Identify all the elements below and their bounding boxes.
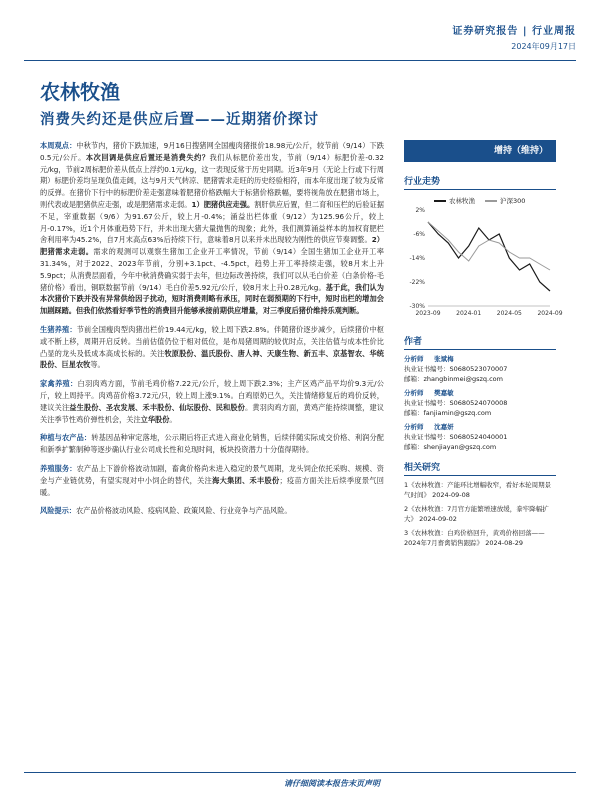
- series-line-1: [428, 222, 550, 291]
- paragraph-hog-farming: [40, 324, 384, 371]
- report-title: 消费失约还是供应后置——近期猪价探讨: [40, 111, 319, 128]
- paragraph-weekly-view: [40, 140, 384, 317]
- paragraph-lead: 养殖服务：: [40, 463, 77, 473]
- related-title[interactable]: 3《农林牧渔：白鸡价格回升，黄鸡价格回落——2024年7月畜禽销售跟踪》: [404, 529, 545, 547]
- report-header: [452, 22, 576, 52]
- related-heading: 相关研究: [404, 460, 556, 476]
- related-date: 2024-08-29: [485, 539, 524, 547]
- y-tick-label: -14%: [409, 255, 425, 262]
- author-name: 沈嘉妍: [434, 423, 454, 431]
- rating-badge: 增持（维持）: [404, 140, 556, 162]
- footer-divider: [24, 772, 576, 773]
- paragraph-text: ；疫苗方面关注后续季度景气回暖。: [40, 475, 384, 497]
- author-role: 分析师: [404, 423, 424, 431]
- legend-item-series-1: [434, 196, 475, 205]
- paragraph-text: 需求的观测可以观察生猪加工企业开工率情况，节前（9/14）全国生猪加工企业开工率31.34%，对于2022、2023年节前，分别+3.1pct、-4.5pct，趋势上开工率持续走强，较8月末上升5.9pct；从消费层面看，今年中秋消费确实弱于去年，但边际改善持续，我们可以从毛白价差（白条价格-毛猪价格）看出，铜联数据节前（9/14）毛白价差5.92元/公斤，较8月末上升0.28元/kg。: [40, 247, 384, 292]
- x-tick-label: 2024-01: [456, 310, 482, 317]
- legend-label: 农林牧渔: [449, 197, 475, 205]
- header-divider: [24, 60, 576, 61]
- related-title[interactable]: 1《农林牧渔：产能环比增幅收窄，看好本轮周期景气时间》: [404, 481, 552, 499]
- legend-item-series-2: [485, 196, 525, 205]
- chart-legend: [434, 196, 525, 205]
- legend-label: 沪深300: [500, 197, 526, 205]
- paragraph-lead: 生猪养殖：: [40, 324, 77, 334]
- paragraph-lead: 本周观点：: [40, 141, 77, 150]
- author-role: 分析师: [404, 389, 424, 397]
- paragraph-risk: [40, 505, 384, 517]
- paragraph-text: 农产品价格波动风险、疫病风险、政策风险、行业竞争与产品风险。: [75, 506, 292, 516]
- paragraph-lead: 家禽养殖：: [40, 379, 78, 389]
- y-tick-label: -6%: [413, 231, 425, 238]
- author-entry: [404, 388, 556, 418]
- author-email[interactable]: 邮箱：fanjiamin@gszq.com: [404, 409, 492, 417]
- author-cert: 执业证书编号：S0680524070008: [404, 399, 508, 407]
- footer-disclaimer: 请仔细阅读本报告末页声明: [284, 779, 380, 788]
- paragraph-emphasis: 1）肥猪供应走强。: [191, 199, 255, 209]
- paragraph-emphasis: 本次回调是供应后置还是消费失约？: [85, 152, 210, 162]
- author-email[interactable]: 邮箱：zhangbinmei@gszq.com: [404, 375, 503, 383]
- paragraph-emphasis: 益生股份、圣农发展、禾丰股份、仙坛股份、民和股份: [69, 402, 246, 412]
- paragraph-lead: 风险提示：: [40, 506, 76, 516]
- author-entry: [404, 354, 556, 384]
- report-date: 2024年09月17日: [511, 42, 576, 51]
- main-body: [40, 140, 384, 524]
- paragraph-text: 中秋节内，猪价下跌加速，9月16日搜猪网全国瘦肉猪报价18.98元/公斤，较节前（9/14）下跌0.5元/公斤。: [40, 141, 384, 162]
- report-category: 证券研究报告 | 行业周报: [452, 26, 576, 37]
- author-role: 分析师: [404, 355, 424, 363]
- related-list: [404, 480, 556, 548]
- author-name: 樊嘉敏: [434, 389, 454, 397]
- y-tick-label: 2%: [415, 207, 425, 214]
- paragraph-poultry: [40, 378, 384, 425]
- paragraph-emphasis: 基于此，我们认为本次猪价下跌并没有异常供给因子扰动，短时消费则略有承压，同时在弱预期的下行中，短时出栏的增加会加剧踩踏。但我们依然看好季节性的消费回升能够承接前期供应增量，对三季度后猪价维持乐观判断。: [40, 282, 384, 316]
- related-item[interactable]: [404, 528, 556, 548]
- trend-chart-svg: [404, 194, 563, 324]
- paragraph-text: 割肝供应后置，但二育和压栏的后验证据不足，宰重数据（9/6）为91.67公斤，较上月-0.4%；涌益出栏体重（9/12）为125.96公斤，较上月-0.17%，近1个月体重趋势下行，并未出现大猪大量抛售的现象；此外，我们测算涌益样本的加权育肥栏舍利用率为45.2%，自7月末高点63%后持续下行，意味着8月以来并未出现较为刚性的供应节奏调整。: [40, 199, 384, 245]
- y-tick-label: -22%: [409, 279, 425, 286]
- paragraph-text: 节前全国瘦肉型肉猪出栏价19.44元/kg，较上周下跌2.8%。伴随猪价逐步减少，后续猪价中枢或不断上移，周期开启反转。当前估值仍位于相对低位，是布局猪周期的较优时点，关注估值与成本性价比凸显的龙头及低成本高成长标的。关注: [40, 324, 384, 358]
- author-name: 张斌梅: [434, 355, 454, 363]
- x-tick-label: 2023-09: [415, 310, 441, 317]
- related-date: 2024-09-08: [432, 491, 470, 499]
- trend-heading: 行业走势: [404, 174, 556, 190]
- paragraph-text: 我们从标肥价差出发，节前（9/14）标肥价差-0.32元/kg，节前2周标肥价差从低点上浮约0.1元/kg，这一表现反常于历史同期。近3年9月（无论上行或下行周期）标肥价差均呈现负值走阔，这与9月天气转凉、肥猪需求走旺的历史经验相符，而本年度出现了较为反常的反弹。在猪价下行中的标肥价差走强意味着肥猪价格跌幅大于标猪价格跌幅，要将视角放在肥猪市场上，则代表或是肥猪供应走强，或是肥猪需求走弱。: [40, 152, 384, 209]
- paragraph-services: [40, 463, 384, 498]
- legend-swatch: [434, 200, 446, 202]
- authors-list: [404, 354, 556, 452]
- paragraph-planting: [40, 432, 384, 456]
- y-tick-label: -30%: [409, 303, 425, 310]
- authors-heading: 作者: [404, 334, 556, 350]
- paragraph-text: 白羽肉鸡方面，节前毛鸡价格7.22元/公斤，较上周下跌2.3%；主产区鸡产品平均价9.3元/公斤，较上周持平。肉鸡苗价格3.72元/只，较上周上涨9.1%。白鸡原奶已久，关注情绪修复后的鸡价反转，建议关注: [40, 379, 384, 412]
- paragraph-emphasis: 立华股份: [140, 414, 170, 424]
- related-item[interactable]: [404, 504, 556, 524]
- sidebar: [404, 140, 563, 552]
- paragraph-text: 等。: [90, 360, 105, 370]
- paragraph-lead: 种植与农产品：: [40, 433, 92, 443]
- related-item[interactable]: [404, 480, 556, 500]
- x-tick-label: 2024-09: [537, 310, 563, 317]
- paragraph-emphasis: 2）肥猪需求走弱。: [40, 235, 384, 257]
- x-tick-label: 2024-05: [496, 310, 522, 317]
- trend-chart: [404, 194, 563, 324]
- series-line-2: [428, 222, 550, 270]
- legend-swatch: [485, 200, 497, 202]
- paragraph-emphasis: 牧原股份、温氏股份、唐人神、天康生物、新五丰、京基智农、华统股份、巨星农牧: [40, 348, 384, 370]
- author-cert: 执业证书编号：S0680524040001: [404, 433, 508, 441]
- related-title[interactable]: 2《农林牧渔：7月官方能繁增速放缓，豢牢降幅扩大》: [404, 505, 549, 523]
- author-cert: 执业证书编号：S0680523070007: [404, 365, 508, 373]
- paragraph-text: 转基因品种审定落地，公示期后将正式进入商业化销售，后续伴随实际成交价格、利润分配和新季扩繁制种等逐步确认行业公司成长性和兑现时间，板块投资潜力十分值得期待。: [40, 433, 384, 455]
- related-date: 2024-09-02: [419, 515, 457, 523]
- paragraph-emphasis: 海大集团、禾丰股份: [212, 475, 280, 485]
- author-email[interactable]: 邮箱：shenjiayan@gszq.com: [404, 443, 497, 451]
- industry-title: 农林牧渔: [40, 80, 120, 104]
- paragraph-text: 农产品上下游价格波动加剧，畜禽价格尚未进入稳定的景气周期，龙头饲企依托采购、规模、资金与产业链优势，有望实现对中小饲企的替代，关注: [40, 463, 384, 485]
- author-entry: [404, 422, 556, 452]
- paragraph-text: 。黄羽肉鸡方面，黄鸡产能持续调整，建议关注季节性鸡价弹性机会，关注: [40, 402, 384, 424]
- paragraph-text: 。: [169, 414, 177, 424]
